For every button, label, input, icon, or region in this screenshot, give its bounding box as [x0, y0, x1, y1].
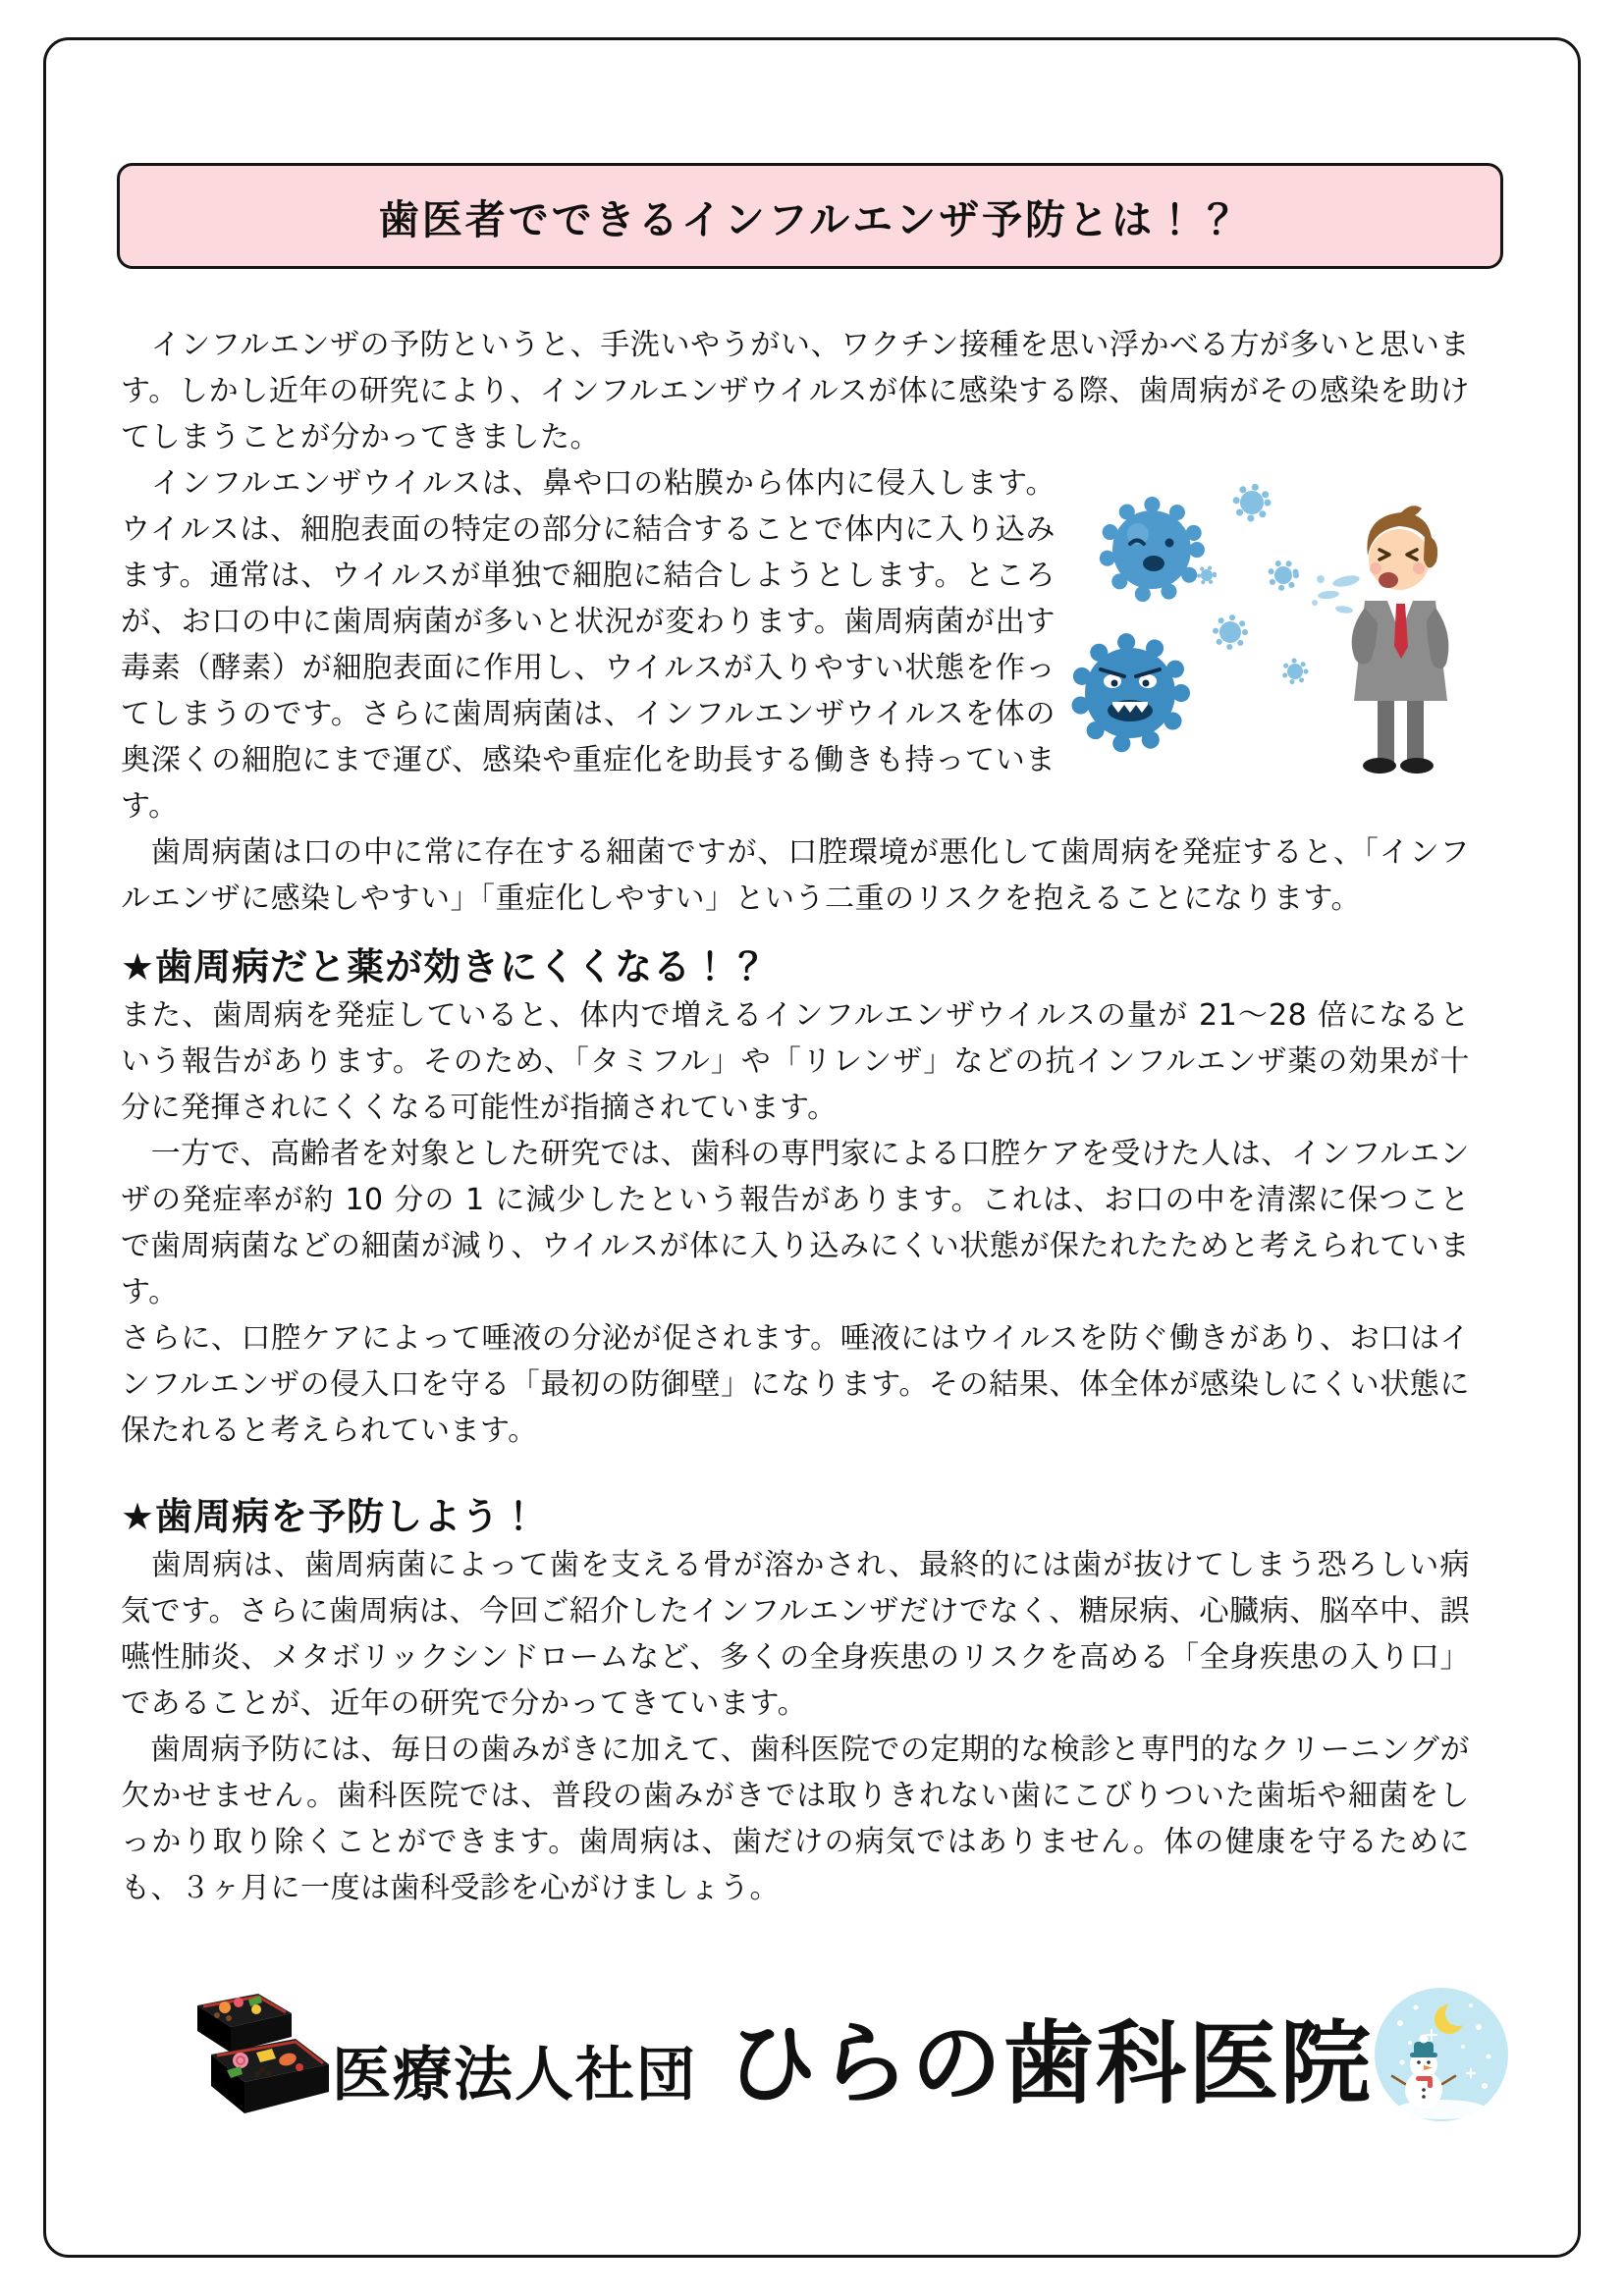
section-heading-prevention: ★歯周病を予防しよう！: [121, 1495, 539, 1538]
clinic-signature: [332, 1992, 1373, 2121]
paragraph-prevention-2: 歯周病予防には、毎日の歯みがきに加えて、歯科医院での定期的な検診と専門的なクリーニングが欠かせません。歯科医院では、普段の歯みがきでは取りきれない歯にこびりついた歯垢や細菌をしっかり取り除くことができます。歯周病は、歯だけの病気ではありません。体の健康を守るためにも、３ヶ月に一度は歯科受診を心がけましょう。: [121, 1733, 1470, 1905]
title-box: [117, 163, 1503, 269]
osechi-box-icon: [160, 1976, 332, 2133]
footer: [121, 1963, 1470, 2150]
influenza-virus-icon: [1107, 505, 1197, 595]
paragraph-intro-2: [121, 460, 1470, 829]
sneeze-spray-icon: [1312, 573, 1361, 614]
page-title: 歯医者でできるインフルエンザ予防とは！？: [378, 195, 1242, 243]
paragraph-intro-2-text: インフルエンザウイルスは、鼻や口の粘膜から体内に侵入します。ウイルスは、細胞表面の特定の部分に結合することで体内に入り込みます。通常は、ウイルスが単独で細胞に結合しようとします。ところが、お口の中に歯周病菌が多いと状況が変わります。歯周病菌が出す毒素（酵素）が細胞表面に作用し、ウイルスが入りやすい状態を作ってしまうのです。さらに歯周病菌は、インフルエンザウイルスを体の奥深くの細胞にまで運び、感染や重症化を助長する働きも持っています。: [121, 466, 1056, 824]
small-virus-icons: [1199, 487, 1306, 682]
sneeze-illustration: [1065, 464, 1470, 790]
influenza-virus-angry-icon: [1079, 642, 1181, 744]
section-heading-medicine: ★歯周病だと薬が効きにくくなる！？: [121, 945, 769, 988]
sneeze-illustration-svg: [1065, 464, 1470, 790]
paragraph-prevention-1: 歯周病は、歯周病菌によって歯を支える骨が溶かされ、最終的には歯が抜けてしまう恐ろしい病気です。さらに歯周病は、今回ご紹介したインフルエンザだけでなく、糖尿病、心臓病、脳卒中、誤嚥性肺炎、メタボリックシンドロームなど、多くの全身疾患のリスクを高める「全身疾患の入り口」であることが、近年の研究で分かってきています。: [121, 1548, 1470, 1721]
paragraph-intro-3: 歯周病菌は口の中に常に存在する細菌ですが、口腔環境が悪化して歯周病を発症すると、「インフルエンザに感染しやすい」「重症化しやすい」という二重のリスクを抱えることになります。: [121, 835, 1470, 916]
paragraph-medicine-1: また、歯周病を発症していると、体内で増えるインフルエンザウイルスの量が 21～28 倍になるという報告があります。そのため、「タミフル」や「リレンザ」などの抗インフルエンザ薬の効果が十分に発揮されにくくなる可能性が指摘されています。: [121, 998, 1470, 1125]
osechi-illustration: [160, 1976, 332, 2137]
body-text: [121, 322, 1470, 1911]
clinic-name-label: ひらの歯科医院: [727, 2011, 1374, 2116]
sneezing-man-icon: [1352, 506, 1449, 774]
clinic-org-label: 医療法人社団: [332, 2041, 697, 2109]
paragraph-medicine-2: 一方で、高齢者を対象とした研究では、歯科の専門家による口腔ケアを受けた人は、インフルエンザの発症率が約 10 分の 1 に減少したという報告があります。これは、お口の中を清潔に保つことで歯周病菌などの細菌が減り、ウイルスが体に入り込みにくい状態が保たれたためと考えられています。: [121, 1137, 1470, 1309]
paragraph-medicine-3: さらに、口腔ケアによって唾液の分泌が促されます。唾液にはウイルスを防ぐ働きがあり、お口はインフルエンザの侵入口を守る「最初の防御壁」になります。その結果、体全体が感染しにくい状態に保たれると考えられています。: [121, 1321, 1470, 1448]
snowman-illustration: [1373, 1986, 1510, 2127]
paragraph-intro-1: インフルエンザの予防というと、手洗いやうがい、ワクチン接種を思い浮かべる方が多いと思います。しかし近年の研究により、インフルエンザウイルスが体に感染する際、歯周病がその感染を助けてしまうことが分かってきました。: [121, 328, 1470, 454]
snowman-icon: [1373, 1986, 1510, 2123]
